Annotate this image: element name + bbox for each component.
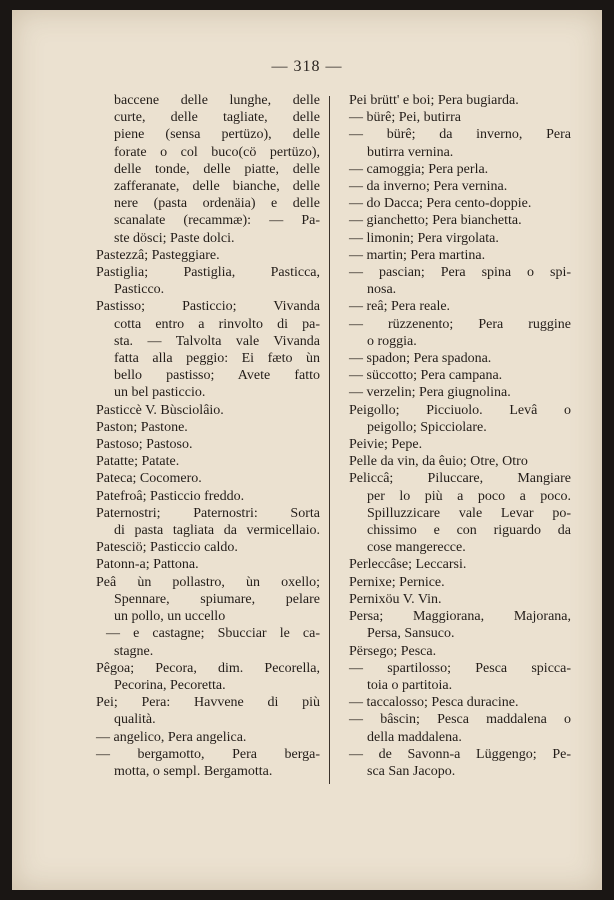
entry-line: forate o col buco(cö pertüzo),	[114, 144, 320, 160]
entry-line: Pastoso; Pastoso.	[96, 437, 193, 453]
entry-line: — bâscin; Pesca maddalena o	[349, 712, 571, 728]
entry-line: Pastiglia; Pastiglia, Pasticca,	[96, 265, 320, 281]
entry-line: Paston; Pastone.	[96, 419, 188, 435]
entry-line: Peivie; Pepe.	[349, 437, 423, 453]
entry-line: — de Savonn-a Lüggengo; Pe-	[349, 746, 571, 762]
entry-line: cotta entro a rinvolto di pa-	[114, 316, 320, 332]
entry-line: ste dösci; Paste dolci.	[114, 230, 235, 246]
entry-line: stagne.	[114, 643, 154, 659]
entry-line: Persa; Maggiorana, Majorana,	[349, 609, 571, 625]
entry-line: Patonn-a; Pattona.	[96, 557, 199, 573]
entry-line: per lo più a poco a poco.	[367, 488, 571, 504]
entry-line: nere (pasta ordenäia) e delle	[114, 196, 320, 212]
entry-line: Pastezzâ; Pasteggiare.	[96, 247, 220, 263]
left-column	[96, 92, 320, 780]
entry-line: Pei brütt' e boi; Pera bugiarda.	[349, 93, 519, 108]
entry-line: — da inverno; Pera vernina.	[349, 179, 508, 195]
entry-line: sta. — Talvolta vale Vivanda	[114, 333, 320, 349]
entry-line: Pecorina, Pecoretta.	[114, 677, 226, 693]
entry-line: — spartilosso; Pesca spicca-	[349, 660, 571, 676]
entry-line: — reâ; Pera reale.	[349, 299, 451, 315]
entry-line: Pelle da vin, da êuio; Otre, Otro	[349, 454, 528, 470]
entry-line: — verzelin; Pera giugnolina.	[349, 385, 511, 401]
entry-line: — bergamotto, Pera berga-	[96, 746, 320, 762]
entry-line: baccene delle lunghe, delle	[114, 93, 320, 108]
entry-line: — pascian; Pera spina o spi-	[349, 265, 571, 281]
entry-line: Perleccâse; Leccarsi.	[349, 557, 467, 573]
entry-line: Përsego; Pesca.	[349, 643, 437, 659]
entry-line: peigollo; Spicciolare.	[367, 419, 487, 435]
entry-line: — e castagne; Sbucciar le ca-	[106, 626, 320, 642]
entry-line: Pernixe; Pernice.	[349, 574, 445, 590]
entry-line: piene (sensa pertüzo), delle	[114, 127, 320, 143]
entry-line: butirra vernina.	[367, 144, 454, 160]
entry-line: cose mangerecce.	[367, 540, 466, 556]
entry-line: un pollo, un uccello	[114, 609, 226, 625]
entry-line: sca San Jacopo.	[367, 763, 456, 779]
entry-line: scanalate (recammæ): — Pa-	[114, 213, 320, 229]
entry-line: — do Dacca; Pera cento-doppie.	[349, 196, 532, 212]
entry-line: Pêgoa; Pecora, dim. Pecorella,	[96, 660, 320, 676]
entry-line: — gianchetto; Pera bianchetta.	[349, 213, 522, 229]
entry-line: Peâ ùn pollastro, ùn oxello;	[96, 574, 320, 590]
entry-line: — rüzzenento; Pera ruggine	[349, 316, 571, 332]
entry-line: Patefroâ; Pasticcio freddo.	[96, 488, 245, 504]
entry-line: Pastisso; Pasticcio; Vivanda	[96, 299, 320, 315]
entry-line: Spilluzzicare vale Levar po-	[367, 505, 571, 521]
entry-line: Pateca; Cocomero.	[96, 471, 202, 487]
entry-line: — taccalosso; Pesca duracine.	[349, 695, 519, 711]
entry-line: Patatte; Patate.	[96, 454, 180, 470]
entry-line: — bürê; da inverno, Pera	[349, 127, 571, 143]
entry-line: di pasta tagliata da vermicellaio.	[114, 523, 320, 539]
entry-line: Pei; Pera: Havvene di più	[96, 695, 320, 711]
entry-line: nosa.	[367, 282, 397, 298]
entry-line: Pasticco.	[114, 282, 165, 298]
entry-line: zafferanate, delle bianche, delle	[114, 179, 320, 195]
entry-line: — spadon; Pera spadona.	[349, 351, 492, 367]
column-divider	[329, 96, 330, 784]
entry-line: fatta alla peggio: Ei fæto ùn	[114, 351, 320, 367]
entry-line: bello pastisso; Avete fatto	[114, 368, 320, 384]
entry-line: Paternostri; Paternostri: Sorta	[96, 505, 320, 521]
entry-line: della maddalena.	[367, 729, 462, 745]
entry-line: toia o partitoia.	[367, 677, 453, 693]
right-column	[349, 92, 571, 780]
entry-line: — angelico, Pera angelica.	[96, 729, 247, 745]
entry-line: Spennare, spiumare, pelare	[114, 591, 320, 607]
entry-line: Pasticcè V. Bùsciolâio.	[96, 402, 224, 418]
entry-line: — süccotto; Pera campana.	[349, 368, 503, 384]
entry-line: curte, delle tagliate, delle	[114, 110, 320, 126]
entry-line: — limonin; Pera virgolata.	[349, 230, 499, 246]
entry-line: delle tonde, delle piatte, delle	[114, 161, 320, 177]
entry-line: motta, o sempl. Bergamotta.	[114, 763, 273, 779]
entry-line: Peliccâ; Piluccare, Mangiare	[349, 471, 571, 487]
book-page	[12, 10, 602, 890]
entry-line: chissimo e con riguardo da	[367, 523, 571, 539]
entry-line: qualità.	[114, 712, 156, 728]
entry-line: Peigollo; Picciuolo. Levâ o	[349, 402, 571, 418]
entry-line: Patesciö; Pasticcio caldo.	[96, 540, 238, 556]
entry-line: o roggia.	[367, 333, 417, 349]
entry-line: — martin; Pera martina.	[349, 247, 486, 263]
entry-line: — bürê; Pei, butirra	[349, 110, 461, 126]
entry-line: Persa, Sansuco.	[367, 626, 455, 642]
page-number: — 318 —	[271, 58, 343, 75]
entry-line: Pernixöu V. Vin.	[349, 591, 442, 607]
entry-line: — camoggia; Pera perla.	[349, 161, 489, 177]
entry-line: un bel pasticcio.	[114, 385, 206, 401]
